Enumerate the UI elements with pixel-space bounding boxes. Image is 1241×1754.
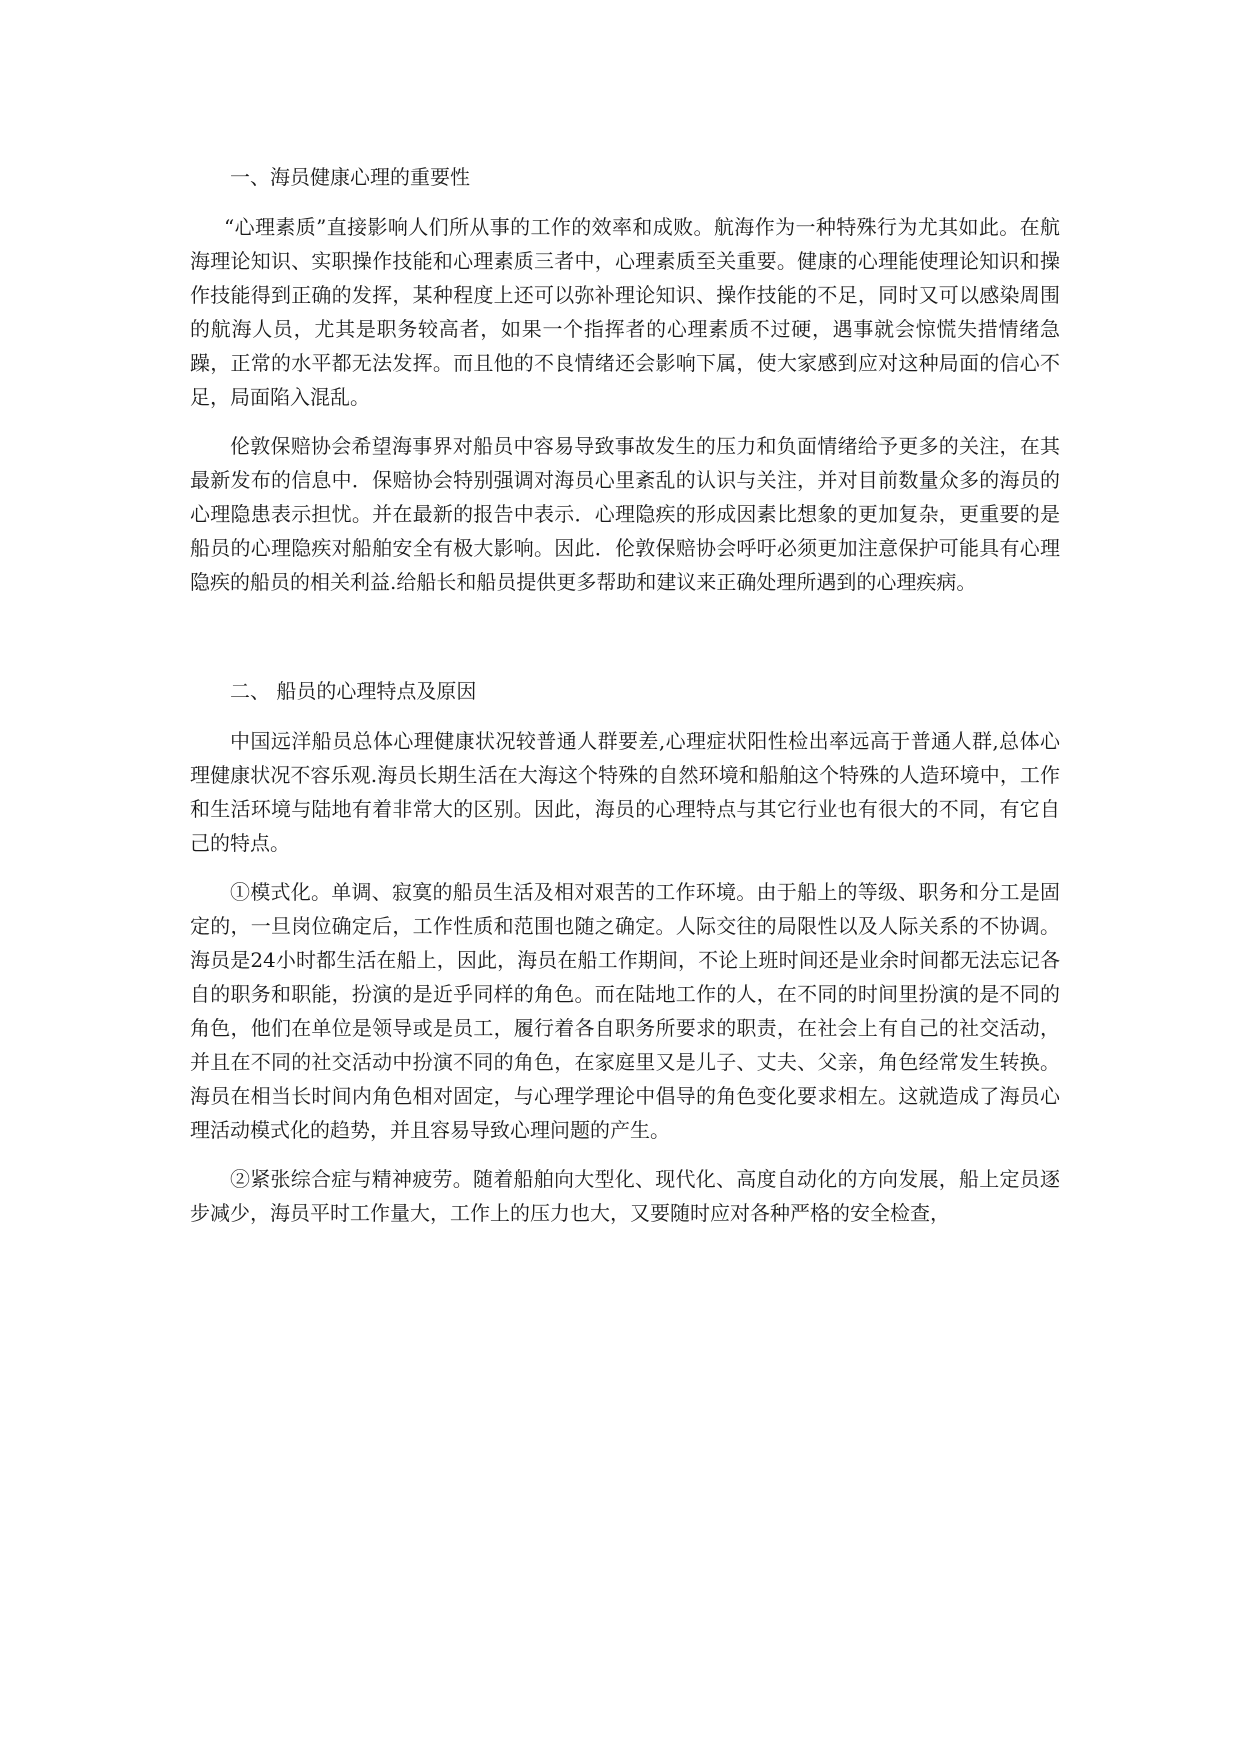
paragraph-overall-health: 中国远洋船员总体心理健康状况较普通人群要差,心理症状阳性检出率远高于普通人群,总体心理健康状况不容乐观.海员长期生活在大海这个特殊的自然环境和船舶这个特殊的人造环境中，工作和生活环境与陆地有着非常大的区别。因此，海员的心理特点与其它行业也有很大的不同，有它自己的特点。: [190, 729, 1060, 855]
section-heading-importance: 一、海员健康心理的重要性: [230, 165, 470, 189]
paragraph-london-pi-club: 伦敦保赔协会希望海事界对船员中容易导致事故发生的压力和负面情绪给予更多的关注，在其最新发布的信息中．保赔协会特别强调对海员心里紊乱的认识与关注，并对目前数量众多的海员的心理隐患表示担忧。并在最新的报告中表示．心理隐疾的形成因素比想象的更加复杂，更重要的是船员的心理隐疾对船舶安全有极大影响。因此．伦敦保赔协会呼吁必须更加注意保护可能具有心理隐疾的船员的相关利益.给船长和船员提供更多帮助和建议来正确处理所遇到的心理疾病。: [190, 434, 1060, 594]
paragraph-patterning: ①模式化。单调、寂寞的船员生活及相对艰苦的工作环境。由于船上的等级、职务和分工是固定的，一旦岗位确定后，工作性质和范围也随之确定。人际交往的局限性以及人际关系的不协调。海员是24小时都生活在船上，因此，海员在船工作期间，不论上班时间还是业余时间都无法忘记各自的职务和职能，扮演的是近乎同样的角色。而在陆地工作的人，在不同的时间里扮演的是不同的角色，他们在单位是领导或是员工，履行着各自职务所要求的职责，在社会上有自己的社交活动，并且在不同的社交活动中扮演不同的角色，在家庭里又是儿子、丈夫、父亲，角色经常发生转换。海员在相当长时间内角色相对固定，与心理学理论中倡导的角色变化要求相左。这就造成了海员心理活动模式化的趋势，并且容易导致心理问题的产生。: [190, 880, 1060, 1142]
document-body: [190, 160, 1060, 1245]
paragraph-psychological-quality: “心理素质”直接影响人们所从事的工作的效率和成败。航海作为一种特殊行为尤其如此。在航海理论知识、实职操作技能和心理素质三者中，心理素质至关重要。健康的心理能使理论知识和操作技能得到正确的发挥，某种程度上还可以弥补理论知识、操作技能的不足，同时又可以感染周围的航海人员，尤其是职务较高者，如果一个指挥者的心理素质不过硬，遇事就会惊慌失措情绪急躁，正常的水平都无法发挥。而且他的不良情绪还会影响下属，使大家感到应对这种局面的信心不足，局面陷入混乱。: [190, 215, 1060, 409]
section-spacer: [190, 614, 1060, 674]
section-heading-characteristics: 二、 船员的心理特点及原因: [230, 679, 477, 703]
paragraph-tension-syndrome: ②紧张综合症与精神疲劳。随着船舶向大型化、现代化、高度自动化的方向发展，船上定员逐步减少，海员平时工作量大，工作上的压力也大，又要随时应对各种严格的安全检查，: [190, 1167, 1060, 1225]
